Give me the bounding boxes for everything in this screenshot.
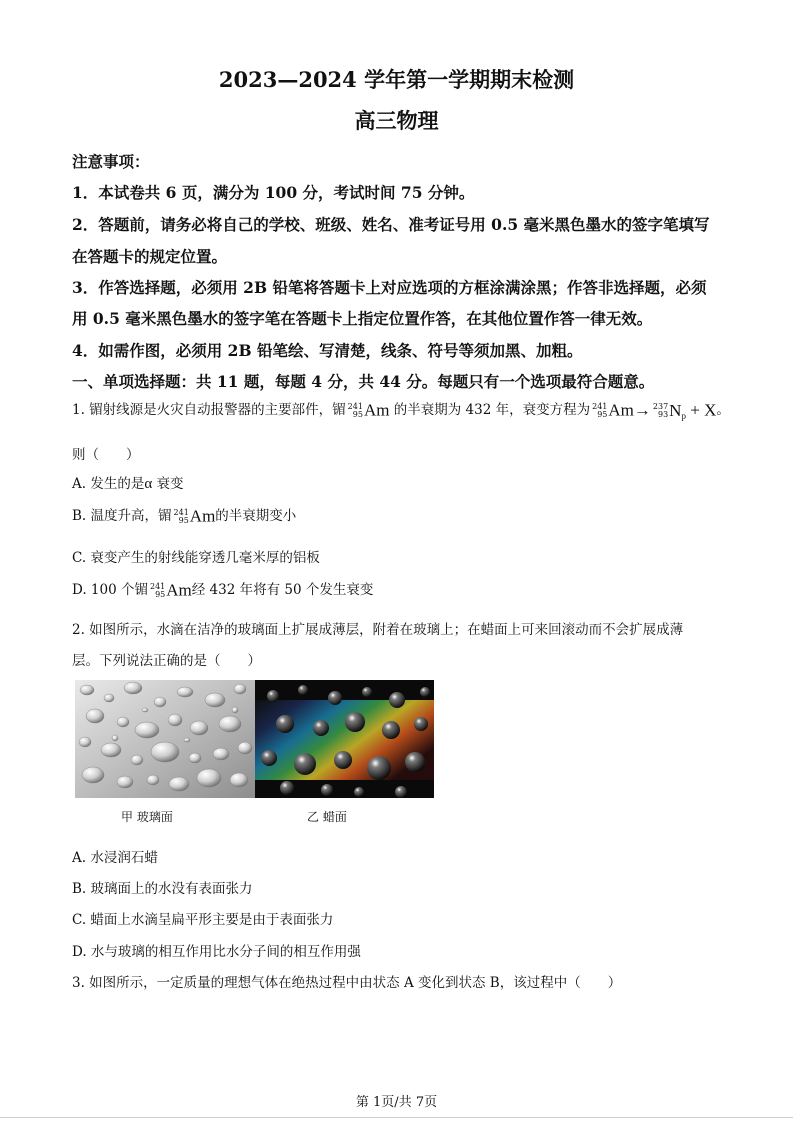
question-1-stem — [72, 398, 730, 421]
equation-np-numbers: 237 93 — [652, 401, 669, 419]
notice-item-3-line-1: 3．作答选择题，必须用 2B 铅笔将答题卡上对应选项的方框涂满涂黑；作答非选择题，必须 — [72, 278, 707, 297]
am-symbol: Am — [363, 400, 390, 420]
q1-option-d-text: D. 100 个镅 — [72, 582, 148, 598]
notice-item-2-line-1: 2．答题前，请务必将自己的学校、班级、姓名、准考证号用 0.5 毫米黑色墨水的签字笔填写 — [72, 215, 710, 234]
question-3-stem: 3. 如图所示，一定质量的理想气体在绝热过程中由状态 A 变化到状态 B，该过程中（ ） — [72, 975, 622, 991]
notice-heading: 注意事项： — [72, 152, 150, 171]
q1-option-a — [72, 472, 184, 493]
am-nuclide-numbers: 241 95 — [347, 401, 363, 419]
bottom-divider — [0, 1117, 793, 1118]
glass-surface-photo — [75, 680, 255, 798]
notice-item-4: 4．如需作图，必须用 2B 铅笔绘、写清楚，线条、符号等须加黑、加粗。 — [72, 341, 583, 360]
arrow-icon: → — [633, 400, 651, 420]
np-symbol: $N_p$ — [669, 400, 686, 421]
caption-wax: 乙 蜡面 — [307, 810, 347, 824]
exam-title: 2023—2024 学年第一学期期末检测 — [218, 67, 575, 92]
wax-surface-photo — [255, 680, 434, 798]
question-2-line-1: 2. 如图所示，水滴在洁净的玻璃面上扩展成薄层，附着在玻璃上；在蜡面上可来回滚动而不会扩展成薄 — [72, 622, 684, 638]
q1-text-a: 1. 镅射线源是火灾自动报警器的主要部件，镅 — [72, 402, 346, 418]
q1-option-b-tail: 的半衰期变小 — [215, 508, 297, 524]
q1-option-c: C. 衰变产生的射线能穿透几毫米厚的铝板 — [72, 550, 320, 566]
question-1-line-2: 则（ ） — [72, 447, 140, 463]
q1-text-b: 的半衰期为 432 年，衰变方程为 — [393, 402, 591, 418]
am-symbol-b: Am — [189, 506, 216, 526]
notice-item-2-line-2: 在答题卡的规定位置。 — [72, 247, 228, 266]
section-1-heading: 一、单项选择题：共 11 题，每题 4 分，共 44 分。每题只有一个选项最符合题意。 — [72, 372, 655, 391]
question-2-line-2: 层。下列说法正确的是（ ） — [72, 653, 261, 669]
alpha-symbol: α — [144, 476, 153, 492]
equation-am-numbers: 241 95 — [592, 401, 608, 419]
q2-option-d: D. 水与玻璃的相互作用比水分子间的相互作用强 — [72, 944, 361, 960]
q2-option-a: A. 水浸润石蜡 — [72, 850, 158, 866]
notice-item-3-line-2: 用 0.5 毫米黑色墨水的签字笔在答题卡上指定位置作答，在其他位置作答一律无效。 — [72, 309, 653, 328]
q1-text-end: 。 — [716, 402, 730, 418]
am-numbers-b: 241 95 — [173, 507, 189, 525]
exam-subtitle: 高三物理 — [354, 108, 439, 133]
q1-option-d — [72, 578, 373, 601]
q1-option-b-text: B. 温度升高，镅 — [72, 508, 172, 524]
notice-item-1: 1．本试卷共 6 页，满分为 100 分，考试时间 75 分钟。 — [72, 183, 475, 202]
am-symbol-d: Am — [166, 580, 192, 600]
caption-glass: 甲 玻璃面 — [121, 810, 173, 824]
am-numbers-d: 241 95 — [149, 581, 166, 599]
page-footer: 第 1页/共 7页 — [355, 1095, 438, 1110]
q2-option-c: C. 蜡面上水滴呈扁平形主要是由于表面张力 — [72, 912, 334, 928]
q1-option-a-text: A. 发生的是 — [72, 476, 145, 492]
q2-option-b: B. 玻璃面上的水没有表面张力 — [72, 881, 253, 897]
plus-x: + X — [690, 400, 717, 420]
q1-option-d-tail: 经 432 年将有 50 个发生衰变 — [191, 582, 374, 598]
q1-option-a-tail: 衰变 — [152, 476, 184, 492]
q1-option-b — [72, 504, 296, 527]
equation-am-symbol: Am — [608, 400, 634, 420]
